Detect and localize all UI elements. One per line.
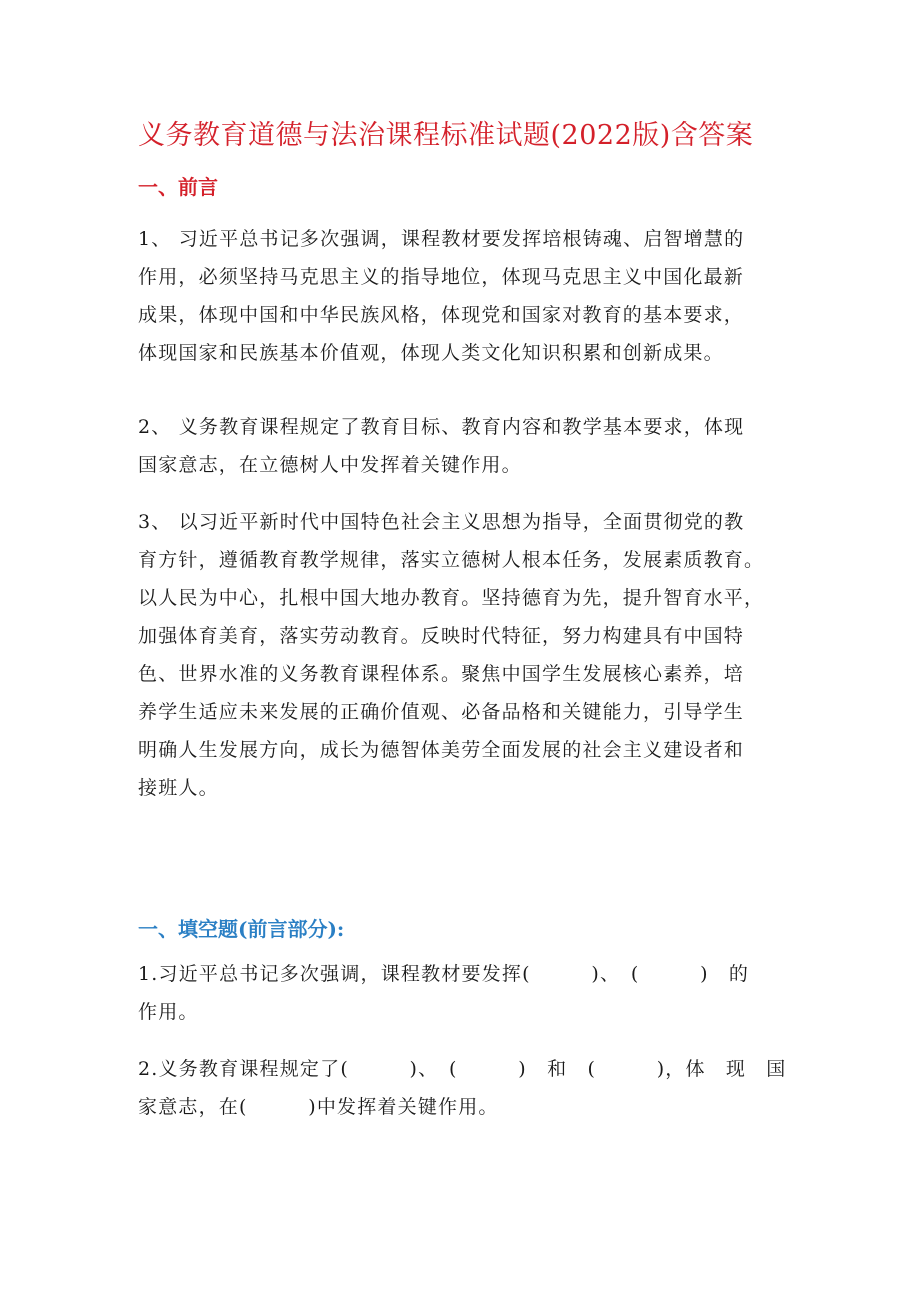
question-line: 2.义务教育课程规定了( )、 ( ) 和 ( )，体 现 国	[138, 1058, 787, 1080]
paragraph-line: 以人民为中心，扎根中国大地办教育。坚持德育为先，提升智育水平，	[138, 587, 765, 609]
question-line: 1.习近平总书记多次强调，课程教材要发挥( )、 ( ) 的	[138, 963, 750, 985]
paragraph-line: 体现国家和民族基本价值观，体现人类文化知识积累和创新成果。	[138, 342, 724, 364]
paragraph-1	[138, 220, 786, 372]
question-line: 家意志，在( )中发挥着关键作用。	[138, 1096, 499, 1118]
section-heading-fill-in: 一、填空题(前言部分):	[138, 917, 345, 941]
paragraph-line: 成果，体现中国和中华民族风格，体现党和国家对教育的基本要求，	[138, 304, 745, 326]
paragraph-line: 3、 以习近平新时代中国特色社会主义思想为指导，全面贯彻党的教	[138, 511, 745, 533]
paragraph-2	[138, 408, 786, 484]
paragraph-line: 养学生适应未来发展的正确价值观、必备品格和关键能力，引导学生	[138, 701, 745, 723]
paragraph-line: 色、世界水准的义务教育课程体系。聚焦中国学生发展核心素养，培	[138, 663, 745, 685]
paragraph-line: 接班人。	[138, 777, 219, 799]
question-2	[138, 1050, 786, 1126]
document-title: 义务教育道德与法治课程标准试题(2022版)含答案	[138, 120, 754, 151]
question-1	[138, 955, 786, 1031]
question-line: 作用。	[138, 1001, 199, 1023]
section-heading-preface: 一、前言	[138, 175, 218, 199]
paragraph-line: 加强体育美育，落实劳动教育。反映时代特征，努力构建具有中国特	[138, 625, 745, 647]
paragraph-line: 2、 义务教育课程规定了教育目标、教育内容和教学基本要求，体现	[138, 416, 745, 438]
paragraph-line: 1、 习近平总书记多次强调，课程教材要发挥培根铸魂、启智增慧的	[138, 228, 745, 250]
paragraph-line: 明确人生发展方向，成长为德智体美劳全面发展的社会主义建设者和	[138, 739, 745, 761]
paragraph-line: 育方针，遵循教育教学规律，落实立德树人根本任务，发展素质教育。	[138, 549, 765, 571]
paragraph-line: 国家意志，在立德树人中发挥着关键作用。	[138, 454, 522, 476]
paragraph-line: 作用，必须坚持马克思主义的指导地位，体现马克思主义中国化最新	[138, 266, 745, 288]
paragraph-3	[138, 503, 786, 807]
